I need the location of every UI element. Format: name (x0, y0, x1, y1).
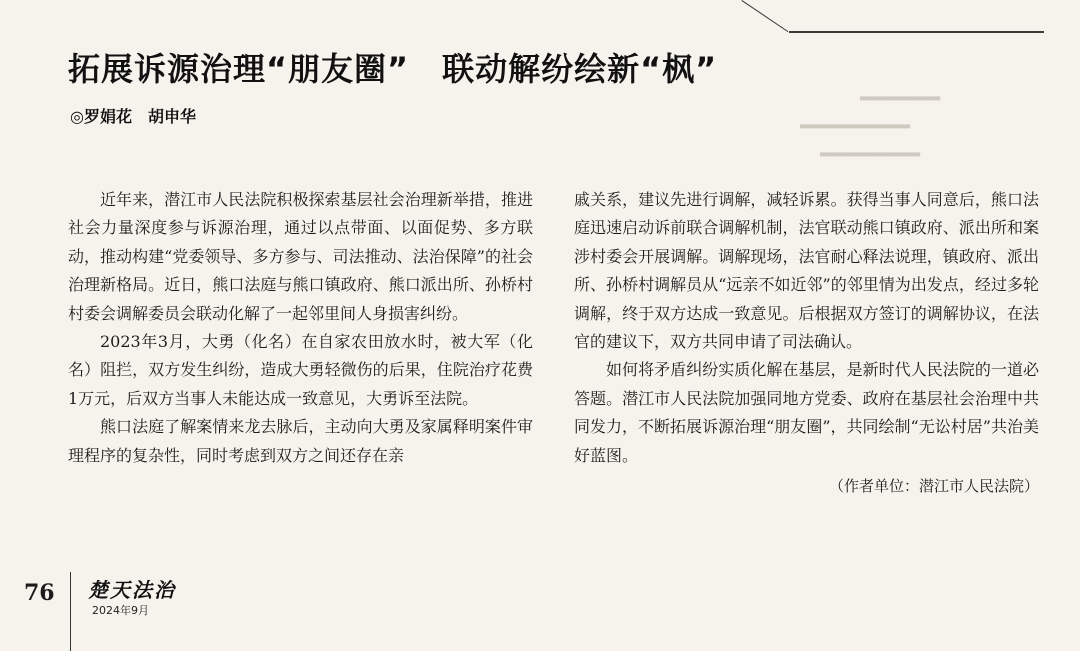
left-column (68, 186, 533, 470)
show-through-text: ▂▂▂▂▂▂▂▂▂▂▂ (800, 114, 910, 129)
article-title: 拓展诉源治理“朋友圈” 联动解纷绘新“枫” (68, 50, 718, 88)
article-authors: ◎罗娟花 胡申华 (70, 107, 196, 126)
author-unit: （作者单位：潜江市人民法院） (828, 477, 1039, 496)
footer-divider (70, 572, 71, 651)
magazine-name: 楚天法治 (88, 578, 176, 602)
paragraph: 熊口法庭了解案情来龙去脉后，主动向大勇及家属释明案件审理程序的复杂性，同时考虑到双方之间还存在亲 (68, 417, 533, 465)
header-rule (789, 31, 1044, 33)
paragraph-continuation: 戚关系，建议先进行调解，减轻诉累。获得当事人同意后，熊口法庭迅速启动诉前联合调解机制，法官联动熊口镇政府、派出所和案涉村委会开展调解。调解现场，法官耐心释法说理，镇政府、派出所、孙桥村调解员从“远亲不如近邻”的邻里情为出发点，经过多轮调解，终于双方达成一致意见。后根据双方签订的调解协议，在法官的建议下，双方共同申请了司法确认。 (574, 190, 1039, 352)
paragraph: 近年来，潜江市人民法院积极探索基层社会治理新举措，推进社会力量深度参与诉源治理，通过以点带面、以面促势、多方联动，推动构建“党委领导、多方参与、司法推动、法治保障”的社会治理新格局。近日，熊口法庭与熊口镇政府、熊口派出所、孙桥村村委会调解委员会联动化解了一起邻里间人身损害纠纷。 (68, 190, 533, 323)
right-column (574, 186, 1039, 500)
show-through-text: ▂▂▂▂▂▂▂▂ (860, 86, 940, 101)
page-number: 76 (24, 580, 55, 606)
paragraph: 2023年3月，大勇（化名）在自家农田放水时，被大军（化名）阻拦，双方发生纠纷，造成大勇轻微伤的后果，住院治疗花费1万元，后双方当事人未能达成一致意见，大勇诉至法院。 (68, 332, 533, 408)
paragraph: 如何将矛盾纠纷实质化解在基层，是新时代人民法院的一道必答题。潜江市人民法院加强同地方党委、政府在基层社会治理中共同发力，不断拓展诉源治理“朋友圈”，共同绘制“无讼村居”共治美好蓝图。 (574, 360, 1039, 465)
corner-decoration (741, 0, 788, 32)
show-through-text: ▂▂▂▂▂▂▂▂▂▂ (820, 142, 920, 157)
issue-date: 2024年9月 (92, 604, 149, 617)
